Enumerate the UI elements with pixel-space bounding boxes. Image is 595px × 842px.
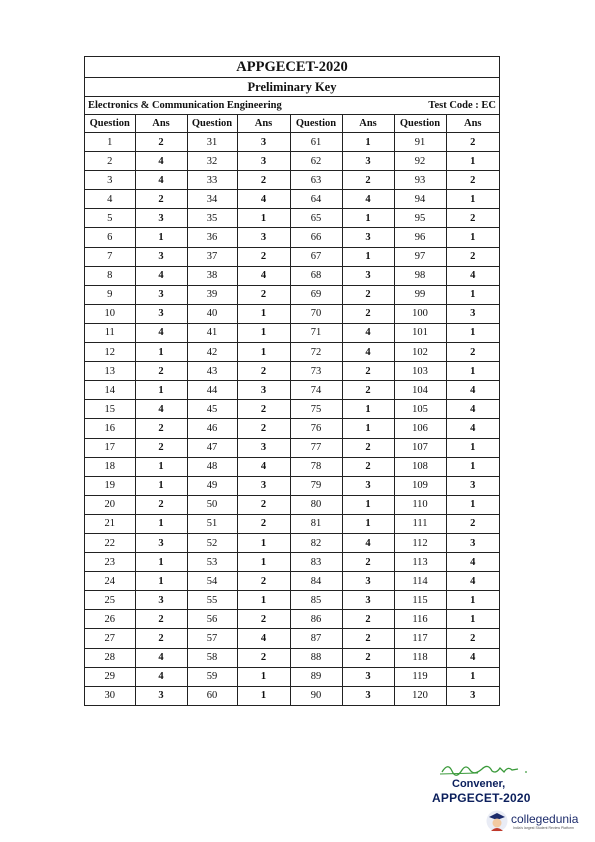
table-row [85,610,499,629]
answer-cell: 4 [135,648,187,667]
answer-cell: 4 [135,667,187,686]
student-mascot-icon [486,810,508,832]
question-number-cell: 18 [85,457,135,476]
answer-cell: 3 [446,304,499,323]
answer-cell: 1 [446,152,499,171]
answer-cell: 1 [446,323,499,342]
question-number-cell: 89 [290,667,342,686]
question-number-cell: 31 [187,133,237,152]
question-number-cell: 28 [85,648,135,667]
question-number-cell: 57 [187,629,237,648]
answer-cell: 1 [446,285,499,304]
answer-cell: 1 [446,190,499,209]
answer-cell: 4 [135,400,187,419]
question-number-cell: 62 [290,152,342,171]
answer-cell: 2 [135,133,187,152]
answer-cell: 4 [446,572,499,591]
question-number-cell: 108 [394,457,446,476]
answer-cell: 4 [342,343,394,362]
question-number-cell: 5 [85,209,135,228]
question-number-cell: 60 [187,686,237,705]
question-number-cell: 101 [394,323,446,342]
answer-cell: 3 [342,152,394,171]
answer-cell: 4 [135,171,187,190]
question-number-cell: 21 [85,514,135,533]
question-number-cell: 113 [394,553,446,572]
question-number-cell: 20 [85,495,135,514]
question-number-cell: 52 [187,533,237,552]
table-row [85,171,499,190]
question-number-cell: 14 [85,381,135,400]
question-number-cell: 59 [187,667,237,686]
table-row [85,514,499,533]
question-number-cell: 1 [85,133,135,152]
answer-cell: 1 [446,362,499,381]
question-number-cell: 117 [394,629,446,648]
answer-cell: 1 [237,686,290,705]
question-number-cell: 73 [290,362,342,381]
answer-cell: 1 [342,419,394,438]
answer-cell: 2 [237,610,290,629]
question-number-cell: 109 [394,476,446,495]
answer-cell: 2 [446,247,499,266]
question-number-cell: 93 [394,171,446,190]
question-number-cell: 107 [394,438,446,457]
question-number-cell: 114 [394,572,446,591]
question-number-cell: 55 [187,591,237,610]
question-number-cell: 82 [290,533,342,552]
answer-cell: 1 [135,228,187,247]
answer-cell: 4 [237,629,290,648]
answer-cell: 3 [342,591,394,610]
question-number-cell: 71 [290,323,342,342]
question-number-cell: 11 [85,323,135,342]
table-row [85,400,499,419]
answer-cell: 4 [135,152,187,171]
answer-cell: 4 [342,190,394,209]
table-row [85,572,499,591]
answer-cell: 4 [237,266,290,285]
question-number-cell: 75 [290,400,342,419]
question-number-cell: 37 [187,247,237,266]
question-number-cell: 64 [290,190,342,209]
answer-cell: 1 [446,591,499,610]
test-code: Test Code : EC [428,100,496,111]
answer-column-header: Ans [237,115,290,133]
question-number-cell: 110 [394,495,446,514]
question-number-cell: 7 [85,247,135,266]
answer-cell: 3 [342,572,394,591]
question-number-cell: 103 [394,362,446,381]
answer-cell: 1 [446,667,499,686]
question-number-cell: 23 [85,553,135,572]
answer-cell: 3 [237,476,290,495]
answer-cell: 3 [237,381,290,400]
answer-cell: 1 [342,133,394,152]
collegedunia-logo [486,810,578,832]
answer-cell: 4 [342,533,394,552]
question-number-cell: 102 [394,343,446,362]
question-number-cell: 83 [290,553,342,572]
answer-cell: 3 [446,476,499,495]
answer-cell: 2 [342,304,394,323]
question-column-header: Question [85,115,135,133]
answer-cell: 2 [237,362,290,381]
answer-cell: 3 [342,476,394,495]
question-number-cell: 72 [290,343,342,362]
question-number-cell: 100 [394,304,446,323]
question-number-cell: 67 [290,247,342,266]
answer-cell: 1 [237,343,290,362]
answer-cell: 1 [135,457,187,476]
answer-column-header: Ans [342,115,394,133]
question-number-cell: 65 [290,209,342,228]
answer-cell: 2 [342,457,394,476]
table-row [85,209,499,228]
table-row [85,438,499,457]
question-number-cell: 77 [290,438,342,457]
answer-cell: 4 [446,381,499,400]
question-number-cell: 53 [187,553,237,572]
answer-cell: 1 [342,209,394,228]
answer-cell: 2 [342,553,394,572]
answer-cell: 4 [446,400,499,419]
question-number-cell: 17 [85,438,135,457]
logo-tagline: India's largest Student Review Platform [513,825,574,830]
table-row [85,686,499,705]
question-number-cell: 87 [290,629,342,648]
question-number-cell: 25 [85,591,135,610]
question-number-cell: 41 [187,323,237,342]
question-number-cell: 51 [187,514,237,533]
answer-cell: 1 [237,553,290,572]
answer-cell: 3 [135,209,187,228]
answer-cell: 2 [342,381,394,400]
question-number-cell: 85 [290,591,342,610]
question-number-cell: 32 [187,152,237,171]
question-number-cell: 27 [85,629,135,648]
question-number-cell: 12 [85,343,135,362]
answer-column-header: Ans [135,115,187,133]
question-number-cell: 44 [187,381,237,400]
answer-cell: 3 [237,438,290,457]
answer-cell: 3 [237,228,290,247]
table-row [85,228,499,247]
question-number-cell: 26 [85,610,135,629]
answer-cell: 3 [135,686,187,705]
table-row [85,629,499,648]
question-number-cell: 10 [85,304,135,323]
question-number-cell: 68 [290,266,342,285]
table-row [85,419,499,438]
question-number-cell: 78 [290,457,342,476]
question-number-cell: 42 [187,343,237,362]
answer-cell: 3 [237,152,290,171]
question-number-cell: 94 [394,190,446,209]
answer-cell: 2 [342,171,394,190]
table-row [85,591,499,610]
question-number-cell: 61 [290,133,342,152]
question-number-cell: 24 [85,572,135,591]
question-number-cell: 30 [85,686,135,705]
answer-cell: 3 [342,228,394,247]
answer-cell: 2 [446,343,499,362]
answer-cell: 2 [446,514,499,533]
question-number-cell: 58 [187,648,237,667]
answer-cell: 4 [135,266,187,285]
answer-cell: 1 [237,533,290,552]
answer-cell: 2 [237,419,290,438]
question-number-cell: 48 [187,457,237,476]
question-number-cell: 120 [394,686,446,705]
branch-name: Electronics & Communication Engineering [88,100,282,111]
answer-cell: 4 [237,190,290,209]
question-number-cell: 47 [187,438,237,457]
question-number-cell: 88 [290,648,342,667]
table-row [85,533,499,552]
answer-cell: 2 [237,648,290,667]
question-number-cell: 3 [85,171,135,190]
answer-cell: 2 [342,610,394,629]
answer-cell: 1 [135,572,187,591]
answer-cell: 2 [237,400,290,419]
answer-cell: 1 [446,610,499,629]
answer-cell: 3 [342,667,394,686]
answer-cell: 4 [237,457,290,476]
question-number-cell: 34 [187,190,237,209]
question-number-cell: 6 [85,228,135,247]
question-number-cell: 95 [394,209,446,228]
table-row [85,266,499,285]
answer-cell: 1 [446,438,499,457]
answer-cell: 1 [342,495,394,514]
answer-cell: 3 [237,133,290,152]
question-number-cell: 99 [394,285,446,304]
answer-cell: 1 [342,247,394,266]
answer-key-table [85,115,499,705]
answer-cell: 1 [342,400,394,419]
question-column-header: Question [187,115,237,133]
answer-cell: 4 [446,553,499,572]
question-number-cell: 45 [187,400,237,419]
logo-wordmark: collegedunia [511,811,579,826]
question-number-cell: 38 [187,266,237,285]
table-row [85,152,499,171]
answer-cell: 2 [237,572,290,591]
answer-cell: 3 [342,686,394,705]
question-number-cell: 49 [187,476,237,495]
question-number-cell: 91 [394,133,446,152]
question-number-cell: 19 [85,476,135,495]
question-number-cell: 104 [394,381,446,400]
question-number-cell: 66 [290,228,342,247]
question-number-cell: 16 [85,419,135,438]
table-row [85,133,499,152]
answer-cell: 4 [342,323,394,342]
answer-cell: 1 [237,209,290,228]
answer-cell: 2 [342,362,394,381]
answer-cell: 3 [135,591,187,610]
answer-cell: 2 [135,362,187,381]
question-number-cell: 84 [290,572,342,591]
answer-cell: 1 [237,304,290,323]
question-number-cell: 39 [187,285,237,304]
answer-cell: 1 [135,381,187,400]
table-row [85,667,499,686]
question-number-cell: 105 [394,400,446,419]
answer-cell: 2 [446,133,499,152]
answer-cell: 2 [237,495,290,514]
question-number-cell: 80 [290,495,342,514]
question-number-cell: 63 [290,171,342,190]
answer-cell: 2 [446,171,499,190]
question-number-cell: 43 [187,362,237,381]
question-number-cell: 15 [85,400,135,419]
answer-cell: 3 [135,247,187,266]
question-number-cell: 98 [394,266,446,285]
question-number-cell: 4 [85,190,135,209]
answer-cell: 1 [135,343,187,362]
answer-cell: 2 [237,247,290,266]
table-header-row [85,115,499,133]
question-number-cell: 56 [187,610,237,629]
answer-cell: 2 [237,171,290,190]
answer-cell: 1 [135,476,187,495]
question-number-cell: 54 [187,572,237,591]
question-number-cell: 115 [394,591,446,610]
question-number-cell: 90 [290,686,342,705]
answer-cell: 3 [135,285,187,304]
answer-key-sheet [84,56,500,706]
answer-cell: 2 [237,514,290,533]
answer-cell: 3 [135,533,187,552]
question-number-cell: 8 [85,266,135,285]
question-number-cell: 2 [85,152,135,171]
convener-exam-name: APPGECET-2020 [432,791,531,805]
table-row [85,553,499,572]
question-number-cell: 40 [187,304,237,323]
answer-cell: 2 [342,629,394,648]
answer-cell: 4 [135,323,187,342]
answer-cell: 2 [342,438,394,457]
question-number-cell: 119 [394,667,446,686]
answer-cell: 1 [446,228,499,247]
answer-cell: 3 [342,266,394,285]
answer-cell: 2 [446,629,499,648]
answer-cell: 2 [135,495,187,514]
question-number-cell: 86 [290,610,342,629]
question-number-cell: 79 [290,476,342,495]
question-number-cell: 76 [290,419,342,438]
answer-cell: 2 [342,648,394,667]
question-number-cell: 96 [394,228,446,247]
question-number-cell: 22 [85,533,135,552]
answer-cell: 2 [135,190,187,209]
table-row [85,457,499,476]
question-number-cell: 36 [187,228,237,247]
question-number-cell: 92 [394,152,446,171]
answer-cell: 3 [446,533,499,552]
answer-cell: 2 [237,285,290,304]
answer-cell: 4 [446,266,499,285]
question-number-cell: 106 [394,419,446,438]
question-number-cell: 111 [394,514,446,533]
answer-cell: 2 [446,209,499,228]
answer-cell: 2 [342,285,394,304]
table-row [85,285,499,304]
table-row [85,247,499,266]
answer-cell: 1 [237,667,290,686]
answer-cell: 3 [135,304,187,323]
answer-cell: 4 [446,648,499,667]
question-number-cell: 70 [290,304,342,323]
question-number-cell: 69 [290,285,342,304]
question-number-cell: 33 [187,171,237,190]
question-number-cell: 74 [290,381,342,400]
answer-cell: 2 [135,629,187,648]
table-row [85,190,499,209]
question-number-cell: 112 [394,533,446,552]
convener-label: Convener, [452,778,506,790]
answer-cell: 1 [446,495,499,514]
answer-cell: 2 [135,610,187,629]
question-column-header: Question [394,115,446,133]
table-row [85,304,499,323]
answer-cell: 1 [237,591,290,610]
question-number-cell: 116 [394,610,446,629]
question-column-header: Question [290,115,342,133]
answer-cell: 1 [342,514,394,533]
answer-cell: 4 [446,419,499,438]
branch-row [85,97,499,115]
table-row [85,495,499,514]
exam-title: APPGECET-2020 [85,57,499,78]
question-number-cell: 50 [187,495,237,514]
table-row [85,476,499,495]
convener-signature [438,760,538,778]
table-row [85,362,499,381]
table-row [85,343,499,362]
table-row [85,323,499,342]
table-row [85,648,499,667]
question-number-cell: 29 [85,667,135,686]
question-number-cell: 35 [187,209,237,228]
answer-cell: 1 [237,323,290,342]
question-number-cell: 118 [394,648,446,667]
answer-cell: 1 [135,514,187,533]
question-number-cell: 97 [394,247,446,266]
answer-cell: 1 [446,457,499,476]
question-number-cell: 81 [290,514,342,533]
answer-column-header: Ans [446,115,499,133]
key-subtitle: Preliminary Key [85,78,499,97]
answer-cell: 3 [446,686,499,705]
table-row [85,381,499,400]
answer-cell: 2 [135,419,187,438]
answer-cell: 2 [135,438,187,457]
question-number-cell: 13 [85,362,135,381]
question-number-cell: 46 [187,419,237,438]
question-number-cell: 9 [85,285,135,304]
answer-cell: 1 [135,553,187,572]
